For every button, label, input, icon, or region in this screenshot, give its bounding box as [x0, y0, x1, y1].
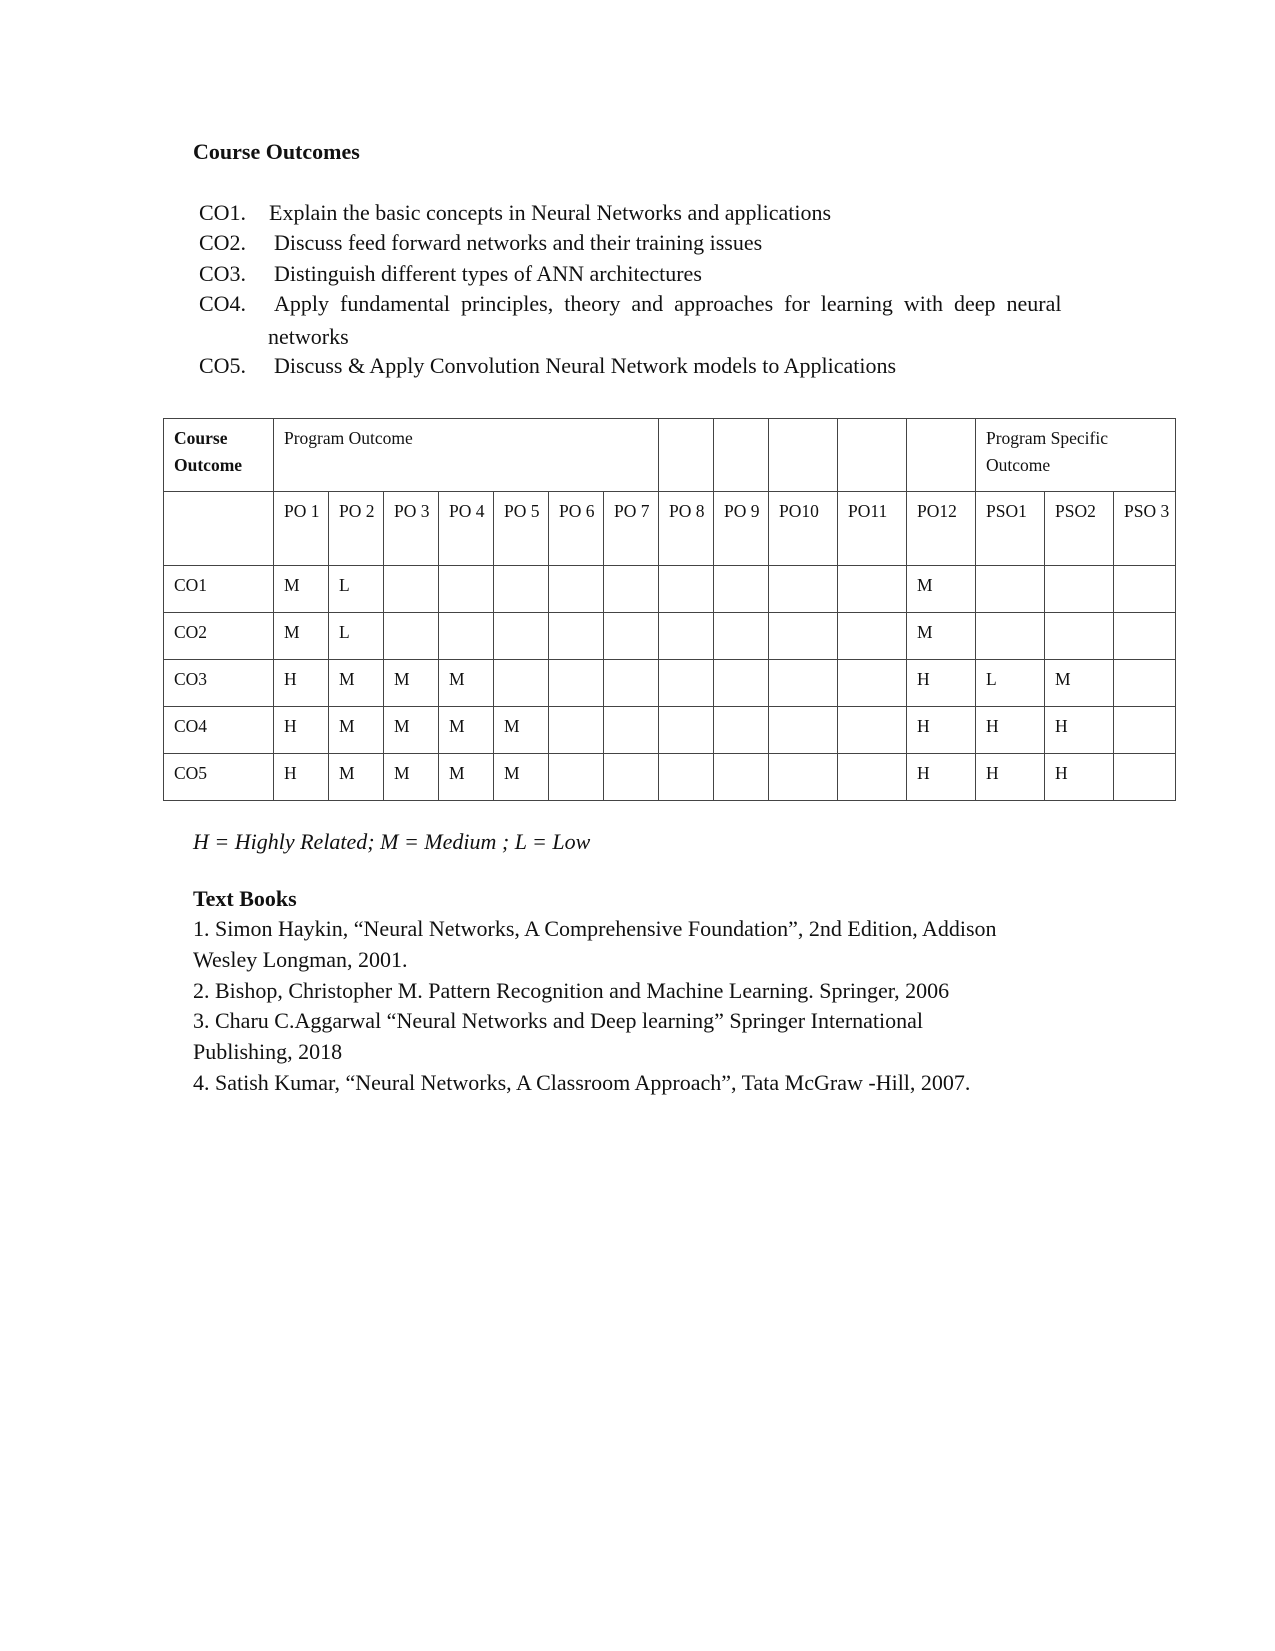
mapping-cell — [604, 660, 659, 707]
row-course-outcome: CO4 — [164, 707, 274, 754]
mapping-cell — [659, 754, 714, 801]
mapping-cell: H — [274, 660, 329, 707]
table-row — [164, 613, 1176, 660]
mapping-cell — [769, 613, 838, 660]
table-cell — [714, 419, 769, 492]
mapping-cell: M — [384, 660, 439, 707]
mapping-cell — [1114, 613, 1176, 660]
mapping-cell: H — [274, 754, 329, 801]
mapping-cell — [1114, 660, 1176, 707]
column-header: PSO1 — [976, 492, 1045, 566]
table-row — [164, 754, 1176, 801]
mapping-cell: M — [907, 566, 976, 613]
mapping-cell — [549, 566, 604, 613]
column-header: PO11 — [838, 492, 907, 566]
mapping-cell — [714, 613, 769, 660]
mapping-cell — [1045, 566, 1114, 613]
mapping-cell — [1114, 566, 1176, 613]
mapping-cell — [659, 660, 714, 707]
course-outcome-item — [199, 259, 702, 289]
course-outcome-continuation: networks — [268, 324, 349, 349]
column-header: PO 4 — [439, 492, 494, 566]
mapping-cell — [838, 660, 907, 707]
mapping-cell — [769, 660, 838, 707]
column-header: PO 6 — [549, 492, 604, 566]
row-course-outcome: CO1 — [164, 566, 274, 613]
mapping-cell — [838, 707, 907, 754]
row-course-outcome: CO3 — [164, 660, 274, 707]
table-cell — [838, 419, 907, 492]
legend-note: H = Highly Related; M = Medium ; L = Low — [193, 829, 591, 854]
mapping-cell: L — [329, 613, 384, 660]
mapping-cell: H — [1045, 754, 1114, 801]
mapping-cell: M — [439, 707, 494, 754]
course-outcomes-heading: Course Outcomes — [193, 139, 360, 164]
column-header: PO 2 — [329, 492, 384, 566]
mapping-cell — [604, 566, 659, 613]
mapping-cell — [769, 707, 838, 754]
mapping-cell — [714, 754, 769, 801]
column-header: PO10 — [769, 492, 838, 566]
co-po-mapping-table — [163, 418, 1176, 801]
course-outcome-item — [199, 351, 897, 381]
course-outcome-text: Apply fundamental principles, theory and approaches for learning with deep neural — [274, 291, 1062, 316]
table-cell — [164, 492, 274, 566]
column-header: PO 7 — [604, 492, 659, 566]
mapping-cell: M — [439, 754, 494, 801]
mapping-cell — [1045, 613, 1114, 660]
mapping-cell — [549, 660, 604, 707]
program-outcome-header: Program Outcome — [274, 419, 659, 492]
mapping-cell — [714, 660, 769, 707]
table-row — [164, 707, 1176, 754]
mapping-cell — [659, 566, 714, 613]
column-header: PO 9 — [714, 492, 769, 566]
table-cell — [907, 419, 976, 492]
mapping-cell: L — [976, 660, 1045, 707]
column-header: PSO2 — [1045, 492, 1114, 566]
course-outcome-code: CO4. — [199, 291, 247, 316]
mapping-cell — [494, 613, 549, 660]
mapping-cell — [976, 613, 1045, 660]
text-book-line: Wesley Longman, 2001. — [193, 947, 408, 972]
mapping-cell: M — [384, 707, 439, 754]
mapping-cell — [494, 566, 549, 613]
mapping-cell — [976, 566, 1045, 613]
course-outcome-code: CO2. — [199, 230, 247, 255]
table-row — [164, 660, 1176, 707]
mapping-cell — [659, 613, 714, 660]
table-header-row — [164, 419, 1176, 492]
mapping-cell — [549, 754, 604, 801]
mapping-cell: H — [907, 707, 976, 754]
row-course-outcome: CO5 — [164, 754, 274, 801]
mapping-cell — [604, 754, 659, 801]
mapping-cell — [714, 707, 769, 754]
text-books-heading: Text Books — [193, 886, 297, 911]
column-header: PSO 3 — [1114, 492, 1176, 566]
course-outcome-code: CO5. — [199, 353, 247, 378]
mapping-cell: M — [274, 566, 329, 613]
text-book-line: 1. Simon Haykin, “Neural Networks, A Comprehensive Foundation”, 2nd Edition, Addison — [193, 916, 997, 941]
mapping-cell — [549, 707, 604, 754]
mapping-cell: M — [274, 613, 329, 660]
mapping-cell: M — [329, 660, 384, 707]
mapping-cell: M — [907, 613, 976, 660]
mapping-cell: M — [329, 707, 384, 754]
column-header: PO 5 — [494, 492, 549, 566]
mapping-cell: H — [274, 707, 329, 754]
program-specific-outcome-header: Program Specific Outcome — [976, 419, 1176, 492]
mapping-cell: H — [907, 754, 976, 801]
mapping-cell — [439, 566, 494, 613]
mapping-cell: H — [1045, 707, 1114, 754]
course-outcome-item — [199, 198, 832, 228]
mapping-cell — [838, 613, 907, 660]
course-outcome-text: Explain the basic concepts in Neural Networks and applications — [269, 200, 832, 225]
table-cell — [769, 419, 838, 492]
mapping-cell — [838, 754, 907, 801]
column-header: PO 1 — [274, 492, 329, 566]
mapping-cell — [604, 613, 659, 660]
table-row — [164, 566, 1176, 613]
course-outcome-text: Distinguish different types of ANN architectures — [274, 261, 702, 286]
mapping-cell — [769, 566, 838, 613]
mapping-cell: M — [439, 660, 494, 707]
mapping-cell: M — [384, 754, 439, 801]
mapping-cell — [549, 613, 604, 660]
text-book-line: Publishing, 2018 — [193, 1039, 343, 1064]
course-outcome-text: Discuss feed forward networks and their training issues — [274, 230, 763, 255]
mapping-cell — [439, 613, 494, 660]
mapping-cell — [384, 566, 439, 613]
mapping-cell: M — [1045, 660, 1114, 707]
mapping-cell — [494, 660, 549, 707]
text-book-line: 4. Satish Kumar, “Neural Networks, A Classroom Approach”, Tata McGraw -Hill, 2007. — [193, 1070, 971, 1095]
column-header: PO 3 — [384, 492, 439, 566]
course-outcome-text: Discuss & Apply Convolution Neural Network models to Applications — [274, 353, 897, 378]
mapping-cell — [714, 566, 769, 613]
text-book-line: 3. Charu C.Aggarwal “Neural Networks and Deep learning” Springer International — [193, 1008, 924, 1033]
mapping-cell: M — [494, 707, 549, 754]
mapping-cell — [838, 566, 907, 613]
course-outcome-header: Course Outcome — [164, 419, 274, 492]
table-cell — [659, 419, 714, 492]
mapping-cell: H — [976, 754, 1045, 801]
mapping-cell — [604, 707, 659, 754]
mapping-cell: M — [494, 754, 549, 801]
course-outcome-item — [199, 228, 763, 258]
mapping-cell: H — [976, 707, 1045, 754]
course-outcome-code: CO1. — [199, 200, 247, 225]
column-header: PO12 — [907, 492, 976, 566]
course-outcome-item — [199, 289, 1062, 319]
mapping-cell: L — [329, 566, 384, 613]
row-course-outcome: CO2 — [164, 613, 274, 660]
text-book-line: 2. Bishop, Christopher M. Pattern Recognition and Machine Learning. Springer, 2006 — [193, 978, 950, 1003]
mapping-cell — [1114, 754, 1176, 801]
column-header: PO 8 — [659, 492, 714, 566]
mapping-cell — [769, 754, 838, 801]
course-outcome-code: CO3. — [199, 261, 247, 286]
mapping-cell — [659, 707, 714, 754]
mapping-cell: M — [329, 754, 384, 801]
mapping-cell — [1114, 707, 1176, 754]
table-subheader-row — [164, 492, 1176, 566]
mapping-cell — [384, 613, 439, 660]
mapping-cell: H — [907, 660, 976, 707]
